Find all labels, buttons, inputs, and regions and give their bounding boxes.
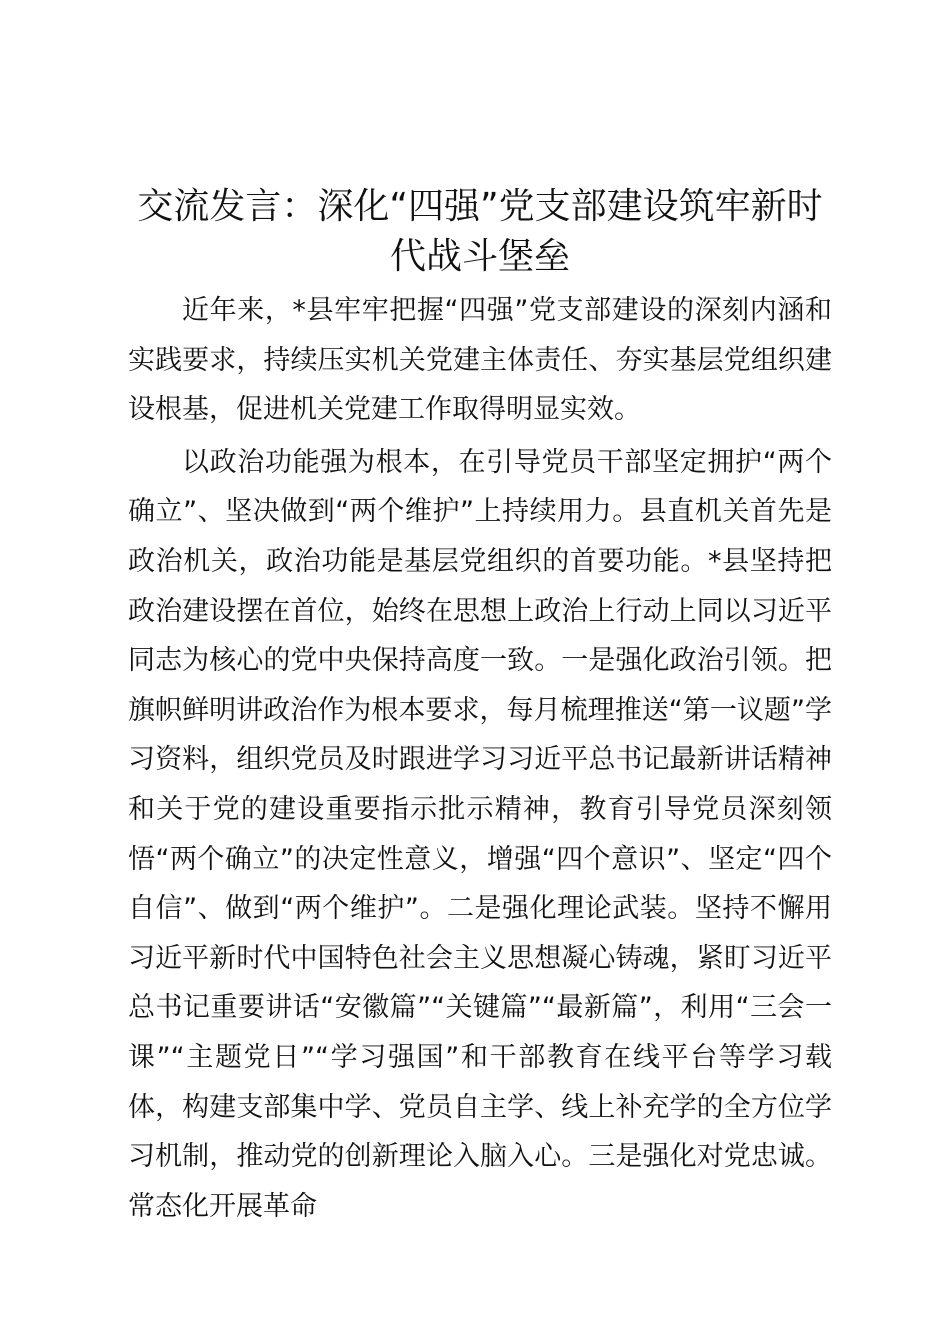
paragraph-intro: 近年来，*县牢牢把握“四强”党支部建设的深刻内涵和实践要求，持续压实机关党建主体责任、夯实基层党组织建设根基，促进机关党建工作取得明显实效。: [128, 295, 832, 426]
document-page: [128, 182, 832, 1231]
document-title: 交流发言：深化“四强”党支部建设筑牢新时代战斗堡垒: [137, 186, 823, 277]
paragraph-political-function: 以政治功能强为根本，在引导党员干部坚定拥护“两个确立”、坚决做到“两个维护”上持续用力。县直机关首先是政治机关，政治功能是基层党组织的首要功能。*县坚持把政治建设摆在首位，始终在思想上政治上行动上同以习近平同志为核心的党中央保持高度一致。一是强化政治引领。把旗帜鲜明讲政治作为根本要求，每月梳理推送“第一议题”学习资料，组织党员及时跟进学习习近平总书记最新讲话精神和关于党的建设重要指示批示精神，教育引导党员深刻领悟“两个确立”的决定性意义，增强“四个意识”、坚定“四个自信”、做到“两个维护”。二是强化理论武装。坚持不懈用习近平新时代中国特色社会主义思想凝心铸魂，紧盯习近平总书记重要讲话“安徽篇”“关键篇”“最新篇”，利用“三会一课”“主题党日”“学习强国”和干部教育在线平台等学习载体，构建支部集中学、党员自主学、线上补充学的全方位学习机制，推动党的创新理论入脑入心。三是强化对党忠诚。常态化开展革命: [128, 446, 832, 1222]
